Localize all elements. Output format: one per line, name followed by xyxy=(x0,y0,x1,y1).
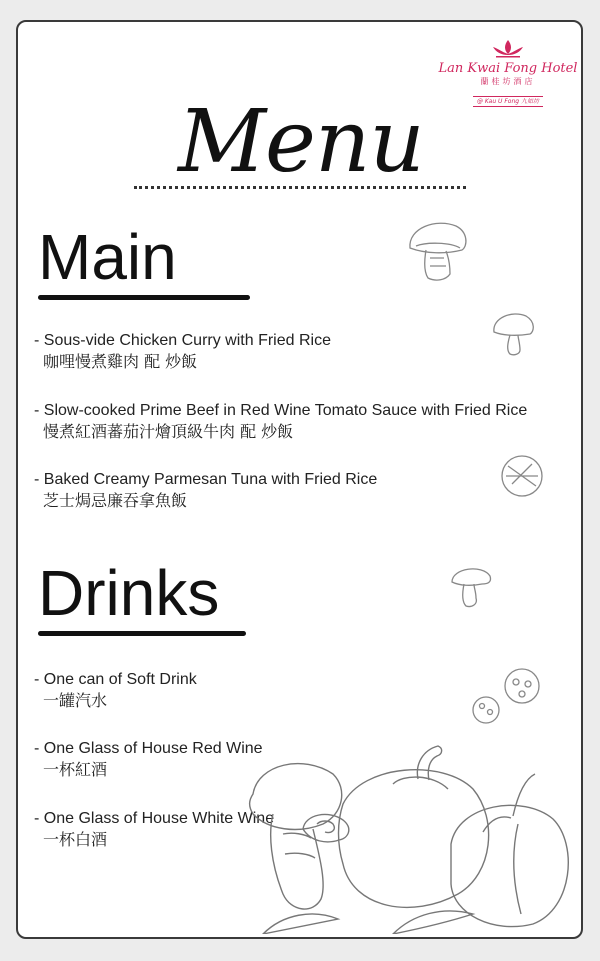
menu-item-chinese: 咖哩慢煮雞肉 配 炒飯 xyxy=(43,352,198,371)
menu-item-english: - One Glass of House Red Wine xyxy=(34,740,263,757)
mushroom-icon xyxy=(490,310,538,358)
logo-name-chinese: 蘭桂坊酒店 xyxy=(480,77,536,86)
menu-item-english: - Sous-vide Chicken Curry with Fried Rice xyxy=(34,332,331,349)
pea-icon xyxy=(470,664,550,728)
lotus-icon xyxy=(488,38,528,60)
mushroom-icon xyxy=(406,218,470,284)
menu-item-chinese: 慢煮紅酒蕃茄汁燴頂級牛肉 配 炒飯 xyxy=(43,422,294,441)
menu-item-english: - One Glass of House White Wine xyxy=(34,810,275,827)
section-heading-drinks: Drinks xyxy=(38,557,220,629)
logo-name: Lan Kwai Fong Hotel xyxy=(438,61,578,76)
menu-item-english: - Slow-cooked Prime Beef in Red Wine Tomato Sauce with Fried Rice xyxy=(34,402,528,419)
page-title: Menu xyxy=(178,92,424,192)
mushroom-icon xyxy=(498,452,548,500)
menu-item-chinese: 一罐汽水 xyxy=(43,691,108,710)
mushroom-icon xyxy=(448,562,494,610)
menu-item-chinese: 芝士焗忌廉吞拿魚飯 xyxy=(43,491,188,510)
menu-item-english: - One can of Soft Drink xyxy=(34,671,197,688)
menu-item xyxy=(34,401,579,443)
section-underline-main xyxy=(38,295,250,300)
logo-subtitle: @ Kau U Fong 九如坊 xyxy=(473,96,543,107)
menu-item-english: - Baked Creamy Parmesan Tuna with Fried Rice xyxy=(34,471,378,488)
title-dotted-divider xyxy=(134,186,466,189)
menu-card xyxy=(16,20,583,939)
menu-item-chinese: 一杯白酒 xyxy=(43,830,108,849)
section-underline-drinks xyxy=(38,631,246,636)
tomato-icon xyxy=(243,734,578,934)
section-heading-main: Main xyxy=(38,221,177,293)
menu-item-chinese: 一杯紅酒 xyxy=(43,760,108,779)
